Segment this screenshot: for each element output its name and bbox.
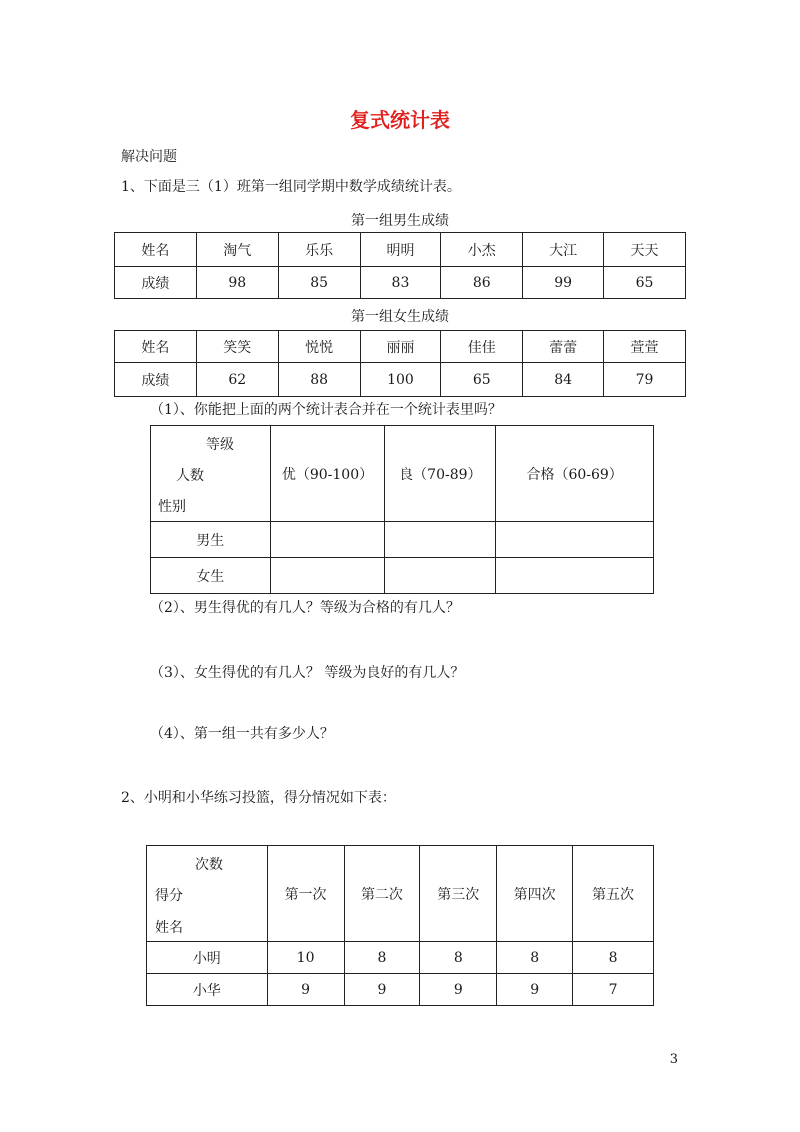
girls-name-row (115, 331, 686, 363)
student-score: 99 (523, 267, 604, 299)
player-name: 小明 (147, 942, 268, 974)
score-cell: 7 (573, 974, 654, 1006)
student-score: 86 (441, 267, 523, 299)
student-score: 65 (604, 267, 686, 299)
table-row (147, 942, 654, 974)
header-grade-label: 等级 (206, 437, 234, 453)
row-label: 姓名 (115, 233, 197, 267)
boys-table-caption: 第一组男生成绩 (351, 213, 449, 229)
blank-answer-cell[interactable] (385, 522, 496, 558)
header-gender-label: 性别 (158, 499, 186, 515)
question-1-1: （1）、你能把上面的两个统计表合并在一个统计表里吗？ (150, 402, 502, 418)
score-cell: 9 (344, 974, 420, 1006)
attempt-column-header: 第四次 (497, 846, 573, 942)
basketball-header-row (147, 846, 654, 942)
student-score: 88 (278, 363, 360, 397)
student-score: 100 (360, 363, 441, 397)
student-score: 98 (196, 267, 278, 299)
boys-score-table (114, 232, 686, 299)
student-name: 乐乐 (278, 233, 360, 267)
boys-name-row (115, 233, 686, 267)
boys-score-row (115, 267, 686, 299)
student-score: 79 (604, 363, 686, 397)
combined-grade-table (150, 425, 654, 594)
student-name: 悦悦 (278, 331, 360, 363)
student-name: 笑笑 (196, 331, 278, 363)
question-1-3: （3）、女生得优的有几人？ 等级为良好的有几人？ (150, 665, 465, 681)
table-row (147, 974, 654, 1006)
row-label: 成绩 (115, 267, 197, 299)
combined-boys-row (151, 522, 654, 558)
blank-answer-cell[interactable] (496, 522, 654, 558)
section-label: 解决问题 (121, 149, 177, 165)
diagonal-header-cell (147, 846, 268, 942)
combined-girls-row (151, 558, 654, 594)
score-cell: 9 (267, 974, 344, 1006)
attempt-column-header: 第五次 (573, 846, 654, 942)
player-name: 小华 (147, 974, 268, 1006)
student-score: 65 (441, 363, 523, 397)
score-cell: 8 (344, 942, 420, 974)
student-name: 大江 (523, 233, 604, 267)
student-name: 丽丽 (360, 331, 441, 363)
q1-intro: 1、下面是三（1）班第一组同学期中数学成绩统计表。 (121, 179, 461, 195)
q2-intro: 2、小明和小华练习投篮，得分情况如下表： (121, 790, 396, 806)
score-cell: 10 (267, 942, 344, 974)
row-label: 成绩 (115, 363, 197, 397)
attempt-column-header: 第三次 (420, 846, 497, 942)
diagonal-header-cell (151, 426, 271, 522)
page-number: 3 (669, 1052, 678, 1067)
grade-column-header: 合格（60-69） (496, 426, 654, 522)
student-name: 蕾蕾 (523, 331, 604, 363)
combined-header-row (151, 426, 654, 522)
attempt-column-header: 第二次 (344, 846, 420, 942)
question-1-4: （4）、第一组一共有多少人？ (150, 726, 334, 742)
student-name: 萱萱 (604, 331, 686, 363)
question-1-2: （2）、男生得优的有几人？等级为合格的有几人？ (150, 600, 460, 616)
score-cell: 9 (420, 974, 497, 1006)
blank-answer-cell[interactable] (270, 522, 385, 558)
grade-column-header: 良（70-89） (385, 426, 496, 522)
row-label: 姓名 (115, 331, 197, 363)
header-count-label: 人数 (176, 468, 204, 484)
girls-score-table (114, 330, 686, 397)
student-name: 天天 (604, 233, 686, 267)
score-cell: 8 (573, 942, 654, 974)
score-cell: 8 (420, 942, 497, 974)
student-name: 淘气 (196, 233, 278, 267)
student-name: 佳佳 (441, 331, 523, 363)
grade-column-header: 优（90-100） (270, 426, 385, 522)
header-attempt-label: 次数 (195, 857, 223, 873)
score-cell: 9 (497, 974, 573, 1006)
student-name: 小杰 (441, 233, 523, 267)
blank-answer-cell[interactable] (385, 558, 496, 594)
blank-answer-cell[interactable] (496, 558, 654, 594)
student-score: 84 (523, 363, 604, 397)
gender-label: 男生 (151, 522, 271, 558)
gender-label: 女生 (151, 558, 271, 594)
header-name-label: 姓名 (155, 920, 183, 936)
girls-score-row (115, 363, 686, 397)
page-title: 复式统计表 (350, 108, 450, 132)
blank-answer-cell[interactable] (270, 558, 385, 594)
student-name: 明明 (360, 233, 441, 267)
attempt-column-header: 第一次 (267, 846, 344, 942)
score-cell: 8 (497, 942, 573, 974)
girls-table-caption: 第一组女生成绩 (351, 309, 449, 325)
student-score: 83 (360, 267, 441, 299)
student-score: 62 (196, 363, 278, 397)
basketball-score-table (146, 845, 654, 1006)
header-score-label: 得分 (155, 888, 183, 904)
student-score: 85 (278, 267, 360, 299)
